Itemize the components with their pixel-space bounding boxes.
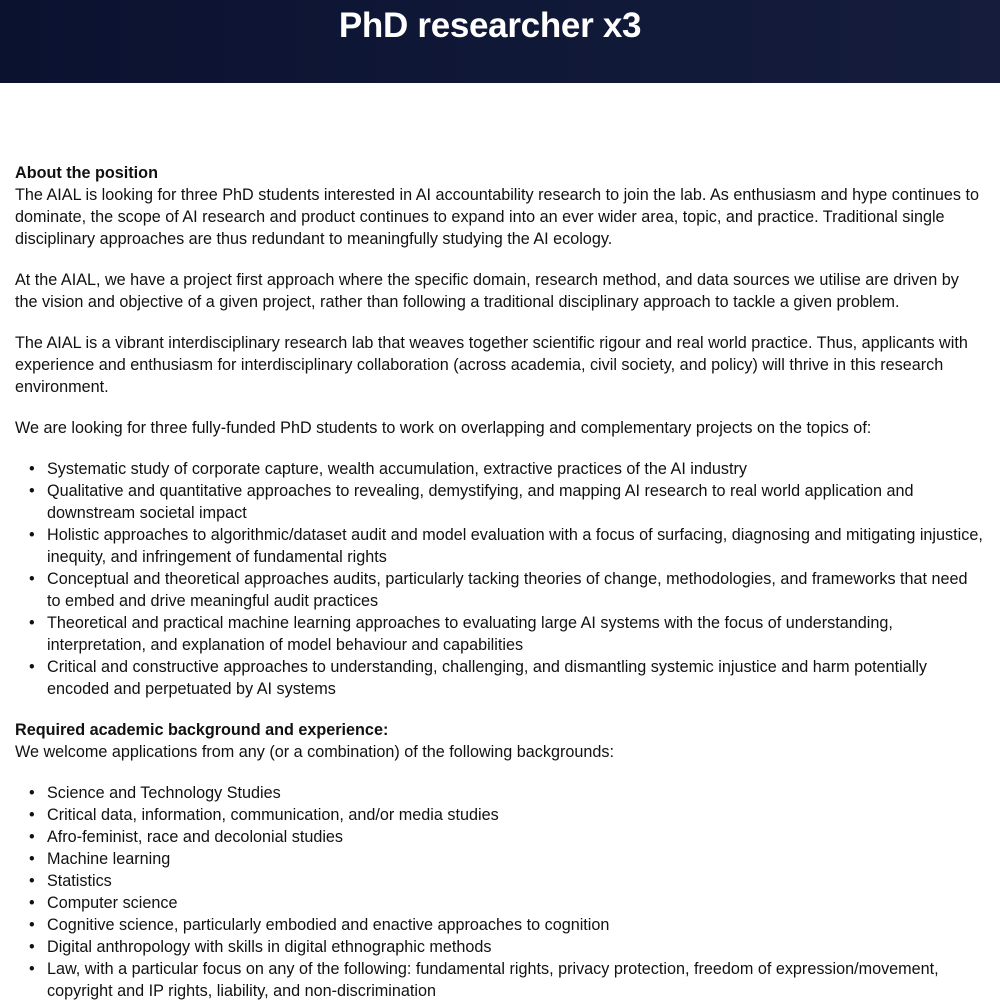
- list-item: • Computer science: [29, 894, 178, 912]
- list-item: • Afro-feminist, race and decolonial studies: [29, 828, 344, 846]
- bullet-icon: •: [29, 526, 35, 544]
- job-description: [0, 162, 1000, 1002]
- about-paragraph-1: The AIAL is looking for three PhD students interested in AI accountability research to join the lab. As enthusiasm and hype continues to dominate, the scope of AI research and product continues to expand into an ever wider area, topic, and practice. Traditional single disciplinary approaches are thus redundant to meaningfully studying the AI ecology.: [15, 186, 980, 248]
- page-title: PhD researcher x3: [338, 6, 642, 45]
- page-header: [0, 0, 1000, 83]
- background-heading: Required academic background and experience:: [15, 721, 389, 739]
- background-intro: We welcome applications from any (or a combination) of the following backgrounds:: [15, 743, 614, 761]
- bullet-icon: •: [29, 960, 35, 978]
- about-section: [15, 162, 985, 250]
- bullet-icon: •: [29, 938, 35, 956]
- list-item: • Cognitive science, particularly embodied and enactive approaches to cognition: [29, 916, 610, 934]
- list-item: • Qualitative and quantitative approaches to revealing, demystifying, and mapping AI research to real world application and downstream societal impact: [29, 482, 914, 522]
- bullet-icon: •: [29, 916, 35, 934]
- bullet-icon: •: [29, 570, 35, 588]
- bullet-icon: •: [29, 806, 35, 824]
- about-paragraph-3: The AIAL is a vibrant interdisciplinary research lab that weaves together scientific rigour and real world practice. Thus, applicants with experience and enthusiasm for interdisciplinary collaboration (across academia, civil society, and policy) will thrive in this research environment.: [15, 334, 968, 396]
- about-heading: About the position: [15, 164, 158, 182]
- bullet-icon: •: [29, 828, 35, 846]
- list-item: • Law, with a particular focus on any of the following: fundamental rights, privacy protection, freedom of expression/movement, copyright and IP rights, liability, and non-discrimination: [29, 960, 939, 1000]
- topics-list: [15, 458, 985, 700]
- bullet-icon: •: [29, 784, 35, 802]
- bullet-icon: •: [29, 482, 35, 500]
- bullet-icon: •: [29, 460, 35, 478]
- list-item: • Machine learning: [29, 850, 171, 868]
- bullet-icon: •: [29, 850, 35, 868]
- list-item: • Science and Technology Studies: [29, 784, 281, 802]
- bullet-icon: •: [29, 872, 35, 890]
- background-section: [15, 719, 985, 763]
- list-item: • Statistics: [29, 872, 112, 890]
- list-item: • Holistic approaches to algorithmic/dataset audit and model evaluation with a focus of surfacing, diagnosing and mitigating injustice, inequity, and infringement of fundamental rights: [29, 526, 983, 566]
- bullet-icon: •: [29, 894, 35, 912]
- about-paragraph-2: At the AIAL, we have a project first approach where the specific domain, research method, and data sources we utilise are driven by the vision and objective of a given project, rather than following a traditional disciplinary approach to tackle a given problem.: [15, 271, 959, 311]
- background-list: [15, 782, 985, 1002]
- list-item: • Theoretical and practical machine learning approaches to evaluating large AI systems with the focus of understanding, interpretation, and explanation of model behaviour and capabilities: [29, 614, 893, 654]
- list-item: • Critical and constructive approaches to understanding, challenging, and dismantling systemic injustice and harm potentially encoded and perpetuated by AI systems: [29, 658, 928, 698]
- list-item: • Critical data, information, communication, and/or media studies: [29, 806, 499, 824]
- bullet-icon: •: [29, 614, 35, 632]
- list-item: • Digital anthropology with skills in digital ethnographic methods: [29, 938, 492, 956]
- list-item: • Systematic study of corporate capture, wealth accumulation, extractive practices of the AI industry: [29, 460, 747, 478]
- list-item: • Conceptual and theoretical approaches audits, particularly tacking theories of change, methodologies, and frameworks that need to embed and drive meaningful audit practices: [29, 570, 968, 610]
- about-paragraph-4: We are looking for three fully-funded PhD students to work on overlapping and complementary projects on the topics of:: [15, 419, 872, 437]
- bullet-icon: •: [29, 658, 35, 676]
